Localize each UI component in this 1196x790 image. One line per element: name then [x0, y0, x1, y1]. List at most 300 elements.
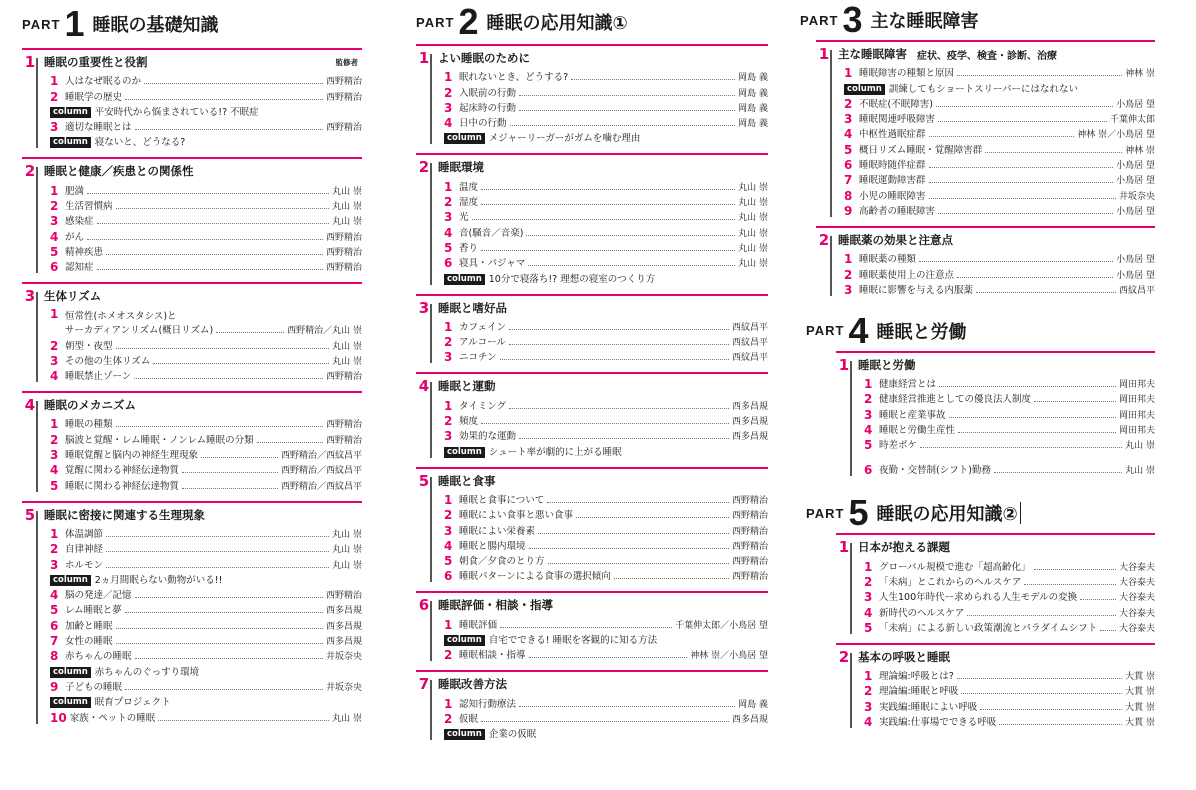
- entry-author: 小鳥居 望: [1116, 99, 1155, 110]
- entry-number: 8: [844, 188, 853, 203]
- section-heading: [418, 157, 768, 177]
- entry-title: シュート率が劇的に上がる睡眠: [488, 446, 622, 458]
- toc-entry[interactable]: [432, 646, 768, 661]
- toc-entry[interactable]: [832, 156, 1155, 171]
- section-title: 基本の呼吸と睡眠: [858, 649, 950, 664]
- entry-title: 入眠前の行動: [459, 87, 517, 99]
- entry-author: 西多昌規: [731, 401, 768, 412]
- entry-title: 睡眠覚醒と脳内の神経生理現象: [65, 450, 199, 462]
- toc-entry[interactable]: [852, 390, 1155, 405]
- entry-number: 4: [444, 538, 453, 553]
- entry-title: がん: [65, 231, 85, 243]
- section-rule: [816, 40, 1155, 42]
- part-header: [22, 0, 362, 48]
- toc-entry[interactable]: [38, 476, 362, 491]
- leader-dots: [116, 348, 330, 349]
- leader-dots: [144, 83, 323, 84]
- toc-section: [416, 294, 768, 364]
- entry-title: タイミング: [459, 400, 507, 412]
- toc-entry[interactable]: [38, 632, 362, 647]
- entry-title: 睡眠と労働生産性: [879, 425, 956, 437]
- leader-dots: [929, 167, 1114, 168]
- toc-entry[interactable]: [852, 713, 1155, 728]
- toc-entry[interactable]: [38, 336, 362, 351]
- toc-entry[interactable]: [38, 367, 362, 382]
- section-body: [22, 161, 362, 273]
- toc-entry[interactable]: [432, 114, 768, 129]
- section-heading: [24, 286, 362, 306]
- entry-number: 2: [50, 89, 59, 104]
- leader-dots: [87, 239, 323, 240]
- toc-entry[interactable]: [432, 567, 768, 582]
- toc-entry[interactable]: [832, 202, 1155, 217]
- toc-entry[interactable]: [432, 333, 768, 348]
- part-sections: [416, 44, 768, 740]
- entry-title: 健康経営推進としての優良法人制度: [879, 394, 1032, 406]
- entry-title: 実践編:仕事場でできる呼吸: [879, 717, 997, 729]
- toc-entry[interactable]: [432, 83, 768, 98]
- toc-entry[interactable]: [852, 682, 1155, 697]
- entry-number: 3: [50, 353, 59, 368]
- leader-dots: [526, 235, 735, 236]
- column-badge: column: [444, 133, 485, 144]
- entry-title: 企業の仮眠: [488, 729, 537, 741]
- toc-entry[interactable]: [832, 186, 1155, 201]
- toc-entry[interactable]: [38, 446, 362, 461]
- toc-entry[interactable]: [432, 615, 768, 630]
- entry-title: 睡眠と産業事故: [879, 409, 946, 421]
- toc-entry[interactable]: [432, 223, 768, 238]
- column-entry[interactable]: [432, 129, 768, 144]
- toc-entry[interactable]: [852, 451, 1155, 476]
- column-entry[interactable]: [38, 133, 362, 148]
- toc-entry[interactable]: [832, 171, 1155, 186]
- section-rule: [22, 282, 362, 284]
- section-rule: [22, 157, 362, 159]
- part-label: PART: [800, 12, 839, 28]
- leader-dots: [135, 658, 323, 659]
- entry-number: 3: [864, 699, 873, 714]
- section-number: 6: [418, 596, 430, 615]
- toc-entry[interactable]: [852, 573, 1155, 588]
- entry-number: 2: [50, 199, 59, 214]
- entry-title: 認知行動療法: [459, 698, 517, 710]
- toc-entry[interactable]: [852, 667, 1155, 682]
- toc-entry[interactable]: [38, 647, 362, 662]
- entry-author: 岡島 義: [738, 699, 768, 710]
- entry-author: 丸山 崇: [738, 228, 768, 239]
- entry-title: 加齢と睡眠: [65, 620, 113, 632]
- entry-title: 香り: [459, 242, 479, 254]
- entry-number: 3: [844, 112, 853, 127]
- column-badge: column: [444, 729, 485, 740]
- toc-entry[interactable]: [432, 710, 768, 725]
- section-number: 2: [818, 230, 830, 249]
- section-heading: [418, 674, 768, 694]
- section-subtitle: 症状、疫学、検査・診断、治療: [917, 50, 1057, 62]
- toc-entry[interactable]: [38, 352, 362, 367]
- entry-author: 小鳥居 望: [1116, 161, 1155, 172]
- toc-entry[interactable]: [38, 525, 362, 540]
- toc-section: [416, 44, 768, 144]
- entry-author: 小鳥居 望: [1116, 176, 1155, 187]
- toc-entry[interactable]: [432, 208, 768, 223]
- entry-title: 睡眠に影響を与える内服薬: [859, 284, 974, 296]
- section-body: [416, 48, 768, 144]
- leader-dots: [509, 329, 729, 330]
- entry-author: 西紋昌平: [731, 353, 768, 364]
- section-side-bar: [850, 653, 852, 728]
- column-entry[interactable]: [38, 103, 362, 118]
- entry-title: 温度: [459, 181, 479, 193]
- section-number: 1: [24, 53, 36, 71]
- entry-title: 2ヵ月間眠らない動物がいる!!: [94, 574, 223, 586]
- entry-title: 寝具・パジャマ: [459, 258, 526, 270]
- leader-dots: [481, 204, 735, 205]
- toc-entry[interactable]: [432, 537, 768, 552]
- entry-author: 丸山 崇: [332, 202, 362, 213]
- leader-dots: [957, 678, 1122, 679]
- toc-entry[interactable]: [832, 281, 1155, 296]
- toc-entry[interactable]: [38, 540, 362, 555]
- part-sections: [800, 40, 1155, 296]
- leader-dots: [949, 417, 1116, 418]
- leader-dots: [961, 693, 1122, 694]
- entry-title: 覚醒に関わる神経伝達物質: [65, 465, 180, 477]
- entry-title: 10分で寝落ち!? 理想の寝室のつくり方: [488, 273, 656, 285]
- entry-title: 脳の発達／記憶: [65, 590, 132, 602]
- section-rule: [416, 670, 768, 672]
- toc-entry[interactable]: [432, 506, 768, 521]
- section-heading: [24, 161, 362, 181]
- toc-entry[interactable]: [38, 601, 362, 616]
- entry-number: 2: [444, 195, 453, 210]
- entry-author: 丸山 崇: [332, 356, 362, 367]
- toc-entry[interactable]: [852, 375, 1155, 390]
- toc-entry[interactable]: [38, 243, 362, 258]
- toc-entry[interactable]: [432, 412, 768, 427]
- toc-entry[interactable]: [832, 140, 1155, 155]
- entry-author: 小鳥居 望: [1116, 270, 1155, 281]
- toc-entry[interactable]: [38, 197, 362, 212]
- toc-entry[interactable]: [38, 708, 362, 723]
- toc-entry[interactable]: [432, 427, 768, 442]
- section-title: 睡眠と運動: [438, 379, 496, 394]
- entry-number: 1: [444, 398, 453, 413]
- toc-entry[interactable]: [432, 491, 768, 506]
- leader-dots: [919, 261, 1113, 262]
- entry-title: 子どもの睡眠: [65, 681, 123, 693]
- entry-author: 大貫 崇: [1125, 672, 1155, 683]
- entry-title: レム睡眠と夢: [65, 605, 122, 617]
- section-rule: [22, 391, 362, 393]
- entry-title: 頻度: [459, 416, 479, 428]
- entry-title: 平安時代から悩まされている!? 不眠症: [94, 106, 259, 118]
- section-rule: [416, 294, 768, 296]
- entry-number: 1: [444, 179, 453, 194]
- toc-entry[interactable]: [852, 421, 1155, 436]
- section-heading: [418, 376, 768, 396]
- section-body: [22, 286, 362, 382]
- toc-entry[interactable]: [432, 348, 768, 363]
- entry-title: 眠れないとき、どうする?: [459, 72, 569, 84]
- entry-author: 岡島 義: [738, 73, 768, 84]
- section-heading: [418, 471, 768, 491]
- entry-title: 睡眠禁止ゾーン: [65, 371, 132, 383]
- entry-number: 1: [444, 70, 453, 85]
- leader-dots: [936, 106, 1113, 107]
- toc-entry[interactable]: [432, 552, 768, 567]
- part-label: PART: [806, 505, 845, 521]
- toc-entry[interactable]: [38, 306, 362, 336]
- toc-entry[interactable]: [852, 619, 1155, 634]
- entry-number: 3: [444, 210, 453, 225]
- entry-number: 5: [444, 240, 453, 255]
- toc-entry[interactable]: [852, 436, 1155, 451]
- leader-dots: [153, 363, 329, 364]
- toc-entry[interactable]: [852, 697, 1155, 712]
- toc-section: [22, 48, 362, 148]
- leader-dots: [1080, 599, 1116, 600]
- leader-dots: [481, 721, 729, 722]
- section-heading: [818, 44, 1155, 64]
- toc-entry[interactable]: [852, 405, 1155, 420]
- toc-section: [416, 670, 768, 740]
- toc-entry[interactable]: [38, 87, 362, 102]
- section-number: 2: [838, 647, 850, 666]
- entry-author: 西野精治: [325, 420, 362, 431]
- section-rule: [22, 48, 362, 50]
- part-title: 睡眠と労働: [876, 321, 967, 343]
- toc-entry[interactable]: [38, 555, 362, 570]
- entry-title: 適切な睡眠とは: [65, 122, 132, 134]
- leader-dots: [481, 189, 735, 190]
- entry-author: 大貫 崇: [1125, 718, 1155, 729]
- entry-title: [65, 308, 213, 336]
- section-heading: [418, 48, 768, 68]
- section-body: [416, 376, 768, 457]
- entry-author: 西野精治: [325, 232, 362, 243]
- toc-entry[interactable]: [38, 72, 362, 87]
- toc-entry[interactable]: [38, 258, 362, 273]
- toc-entry[interactable]: [38, 227, 362, 242]
- toc-entry[interactable]: [432, 396, 768, 411]
- entry-title: 精神疾患: [65, 246, 104, 258]
- column-badge: column: [844, 84, 885, 95]
- section-side-bar: [36, 58, 38, 148]
- entry-number: 9: [844, 203, 853, 218]
- leader-dots: [135, 129, 323, 130]
- column-entry[interactable]: [38, 571, 362, 586]
- toc-entry[interactable]: [832, 64, 1155, 79]
- toc-entry[interactable]: [852, 557, 1155, 572]
- section-side-bar: [36, 401, 38, 491]
- part-title: 睡眠の基礎知識: [92, 15, 219, 36]
- entry-number: 9: [50, 679, 59, 694]
- toc-entry[interactable]: [38, 616, 362, 631]
- entry-title: 脳波と覚醒・レム睡眠・ノンレム睡眠の分類: [65, 434, 254, 446]
- entry-number: 2: [50, 542, 59, 557]
- toc-entry[interactable]: [38, 461, 362, 476]
- entry-title: 理論編:睡眠と呼吸: [879, 686, 959, 698]
- entry-title: グローバル規模で進む「超高齢化」: [879, 561, 1031, 573]
- section-side-bar: [430, 680, 432, 740]
- toc-section: [816, 226, 1155, 296]
- part-label: PART: [416, 14, 455, 30]
- entry-number: 6: [844, 158, 853, 173]
- entry-title: 人はなぜ眠るのか: [65, 76, 142, 88]
- section-number: 3: [24, 287, 36, 306]
- entry-number: 2: [444, 508, 453, 523]
- entry-number: 2: [444, 711, 453, 726]
- leader-dots: [158, 720, 329, 721]
- section-title: 睡眠と嗜好品: [438, 300, 507, 315]
- toc-section: [836, 351, 1155, 476]
- section-side-bar: [850, 543, 852, 633]
- entry-title: 日中の行動: [459, 118, 507, 130]
- section-title: 睡眠と健康／疾患との関係性: [44, 164, 194, 179]
- leader-dots: [106, 551, 329, 552]
- toc-entry[interactable]: [832, 265, 1155, 280]
- column-entry[interactable]: [38, 693, 362, 708]
- section-number: 1: [838, 355, 850, 374]
- column-badge: column: [50, 137, 91, 148]
- toc-entry[interactable]: [432, 99, 768, 114]
- column-entry[interactable]: [432, 269, 768, 284]
- section-body: [22, 395, 362, 491]
- leader-dots: [957, 277, 1113, 278]
- leader-dots: [510, 125, 736, 126]
- section-title: 睡眠の重要性と役割: [44, 55, 148, 69]
- part-header: [416, 0, 768, 44]
- toc-entry[interactable]: [38, 181, 362, 196]
- entry-number: 6: [50, 260, 59, 275]
- toc-entry[interactable]: [432, 254, 768, 269]
- toc-entry[interactable]: [832, 250, 1155, 265]
- section-number: 2: [418, 158, 430, 177]
- entry-author: 千葉伸太郎／小鳥居 望: [675, 620, 768, 631]
- entry-author: 丸山 崇: [738, 213, 768, 224]
- entry-title: 仮眠: [459, 713, 479, 725]
- entry-title: 睡眠の種類: [65, 419, 113, 431]
- entry-title: 「未病」とこれからのヘルスケア: [879, 576, 1022, 588]
- section-heading: [24, 395, 362, 415]
- entry-author: 西野精治: [325, 591, 362, 602]
- entry-title: 訓練してもショートスリーパーにはなれない: [888, 83, 1079, 95]
- part-number: 1: [64, 3, 85, 44]
- toc-entry[interactable]: [432, 521, 768, 536]
- toc-entry[interactable]: [38, 586, 362, 601]
- entry-number: 4: [50, 229, 59, 244]
- toc-entry[interactable]: [38, 212, 362, 227]
- column-entry[interactable]: [432, 442, 768, 457]
- entry-number: 10: [50, 710, 67, 725]
- leader-dots: [1034, 569, 1116, 570]
- entry-title: 寝ないと、どうなる?: [94, 137, 186, 149]
- section-title: 睡眠評価・相談・指導: [438, 598, 553, 613]
- section-rule: [836, 643, 1155, 645]
- entry-author: 井坂奈央: [325, 682, 362, 693]
- toc-entry[interactable]: [432, 177, 768, 192]
- toc-entry[interactable]: [832, 95, 1155, 110]
- entry-author: 西野精治: [325, 123, 362, 134]
- entry-title: 生活習慣病: [65, 201, 113, 213]
- entry-title: ホルモン: [65, 559, 104, 571]
- entry-author: 西野精治: [731, 572, 768, 583]
- leader-dots: [481, 423, 729, 424]
- entry-title: 人生100年時代ー求められる人生モデルの変換: [879, 592, 1078, 604]
- part-number: 5: [848, 492, 869, 534]
- toc-entry[interactable]: [432, 68, 768, 83]
- entry-title: 家族・ペットの睡眠: [69, 712, 156, 724]
- section-body: [816, 44, 1155, 217]
- column-entry[interactable]: [38, 662, 362, 677]
- toc-entry[interactable]: [38, 415, 362, 430]
- entry-title: 効果的な運動: [459, 431, 517, 443]
- section-rule: [416, 44, 768, 46]
- column-entry[interactable]: [832, 79, 1155, 94]
- entry-title: 睡眠と腸内環境: [459, 540, 526, 552]
- entry-author: 岡田邦夫: [1118, 410, 1155, 421]
- toc-entry[interactable]: [432, 694, 768, 709]
- toc-section: [836, 533, 1155, 633]
- entry-number: 2: [864, 684, 873, 699]
- column-entry[interactable]: [432, 725, 768, 740]
- entry-number: 1: [444, 492, 453, 507]
- section-title: 睡眠と労働: [858, 357, 916, 372]
- toc-entry[interactable]: [38, 430, 362, 445]
- toc-entry[interactable]: [832, 110, 1155, 125]
- entry-title: 認知症: [65, 262, 94, 274]
- toc-entry[interactable]: [852, 603, 1155, 618]
- toc-entry[interactable]: [38, 678, 362, 693]
- entry-number: 7: [50, 634, 59, 649]
- leader-dots: [201, 457, 278, 458]
- column-entry[interactable]: [432, 631, 768, 646]
- toc-entry[interactable]: [432, 239, 768, 254]
- entry-title: 「未病」による新しい政策潮流とパラダイムシフト: [879, 622, 1098, 634]
- section-number: 1: [418, 49, 430, 67]
- leader-dots: [958, 432, 1116, 433]
- section-body: [836, 537, 1155, 633]
- section-title: 睡眠と食事: [438, 473, 496, 488]
- part-header: [800, 493, 1155, 533]
- entry-author: 西多昌規: [731, 432, 768, 443]
- entry-title: 健康経営とは: [879, 379, 937, 391]
- entry-number: 1: [50, 417, 59, 432]
- entry-author: 丸山 崇: [332, 545, 362, 556]
- entry-title: 眠育プロジェクト: [94, 697, 171, 709]
- entry-number: 3: [864, 590, 873, 605]
- entry-number: 4: [864, 605, 873, 620]
- leader-dots: [116, 643, 323, 644]
- toc-entry[interactable]: [432, 193, 768, 208]
- toc-entry[interactable]: [432, 318, 768, 333]
- toc-entry[interactable]: [38, 118, 362, 133]
- leader-dots: [614, 578, 729, 579]
- entry-number: 6: [444, 256, 453, 271]
- toc-entry[interactable]: [852, 588, 1155, 603]
- toc-entry[interactable]: [832, 125, 1155, 140]
- entry-number: 3: [444, 350, 453, 365]
- entry-author: 神林 崇／小鳥居 望: [1077, 130, 1155, 141]
- section-title: 主な睡眠障害: [838, 47, 907, 61]
- entry-author: 小鳥居 望: [1116, 206, 1155, 217]
- entry-title: 睡眠と食事について: [459, 494, 545, 506]
- entry-number: 1: [50, 183, 59, 198]
- entry-title: 光: [459, 212, 469, 224]
- section-heading: [24, 505, 362, 525]
